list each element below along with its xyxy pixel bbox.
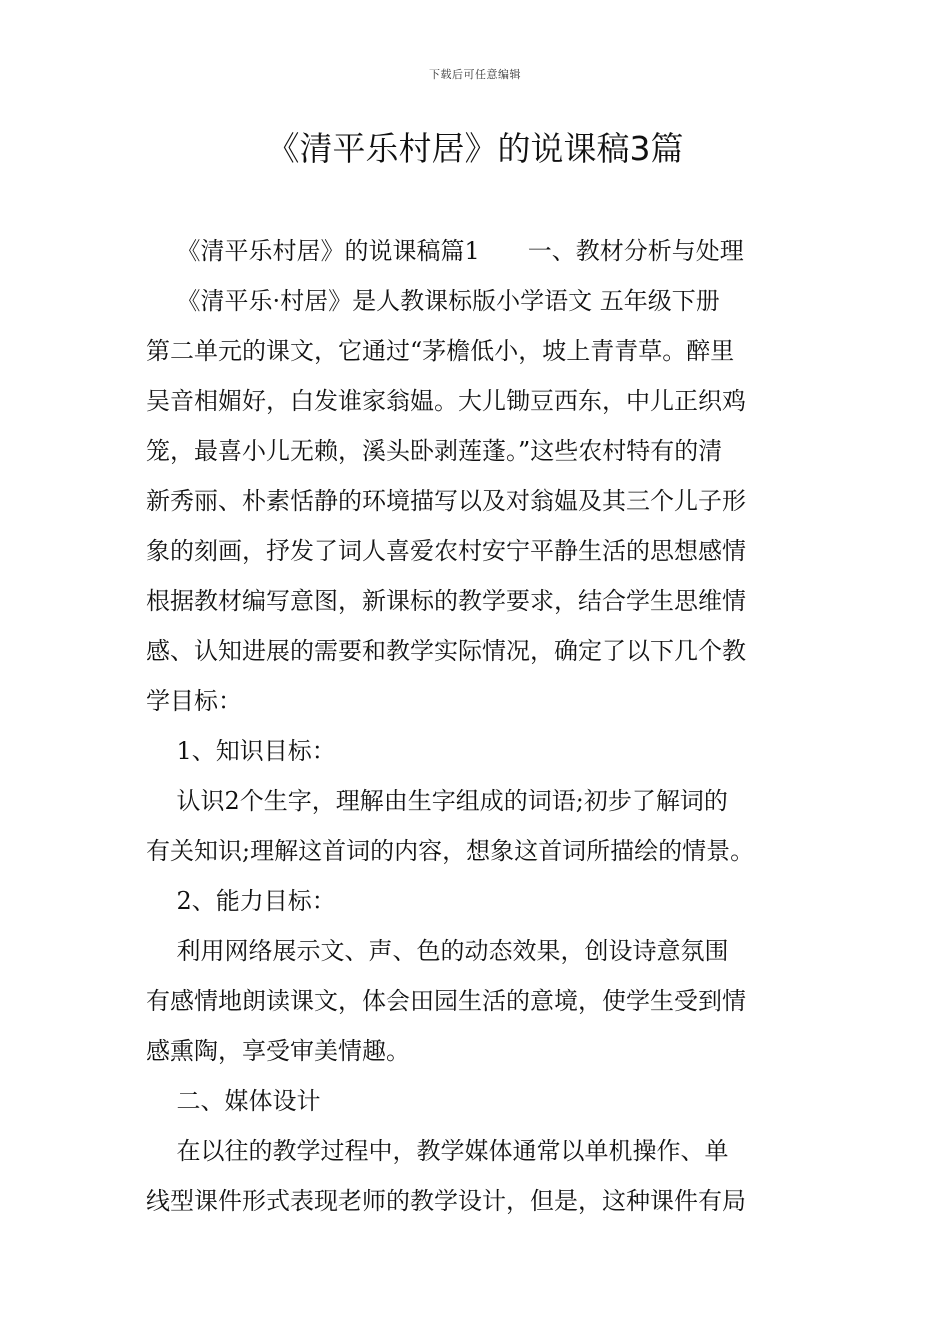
text-line: 《清平乐村居》的说课稿篇1 一、教材分析与处理 [146,237,744,265]
text-line: 第二单元的课文，它通过“茅檐低小，坡上青青草。醉里 [146,337,735,365]
text-line: 有感情地朗读课文，体会田园生活的意境，使学生受到情 [146,987,746,1015]
text-line: 利用网络展示文、声、色的动态效果，创设诗意氛围 [146,937,729,965]
text-line: 二、媒体设计 [146,1087,321,1115]
header-note: 下载后可任意编辑 [429,68,521,81]
text-line: 有关知识;理解这首词的内容，想象这首词所描绘的情景。 [146,837,755,865]
text-line: 新秀丽、朴素恬静的环境描写以及对翁媪及其三个儿子形 [146,487,746,515]
document-body [146,226,810,1226]
text-line: 认识2个生字，理解由生字组成的词语;初步了解词的 [146,787,728,815]
text-line: 2、能力目标： [146,887,336,915]
text-line: 笼，最喜小儿无赖，溪头卧剥莲蓬。”这些农村特有的清 [146,437,723,465]
text-line: 线型课件形式表现老师的教学设计，但是，这种课件有局 [146,1187,746,1215]
text-line: 感熏陶，享受审美情趣。 [146,1037,410,1065]
text-line: 感、认知进展的需要和教学实际情况，确定了以下几个教 [146,637,746,665]
text-line: 1、知识目标： [146,737,336,765]
text-line: 根据教材编写意图，新课标的教学要求，结合学生思维情 [146,587,746,615]
text-line: 吴音相媚好，白发谁家翁媪。大儿锄豆西东，中儿正织鸡 [146,387,746,415]
text-line: 学目标： [146,687,242,715]
text-line: 象的刻画，抒发了词人喜爱农村安宁平静生活的思想感情 [146,537,746,565]
text-line: 《清平乐·村居》是人教课标版小学语文 五年级下册 [146,287,720,315]
document-title: 《清平乐村居》的说课稿3篇 [266,129,684,168]
text-line: 在以往的教学过程中，教学媒体通常以单机操作、单 [146,1137,729,1165]
